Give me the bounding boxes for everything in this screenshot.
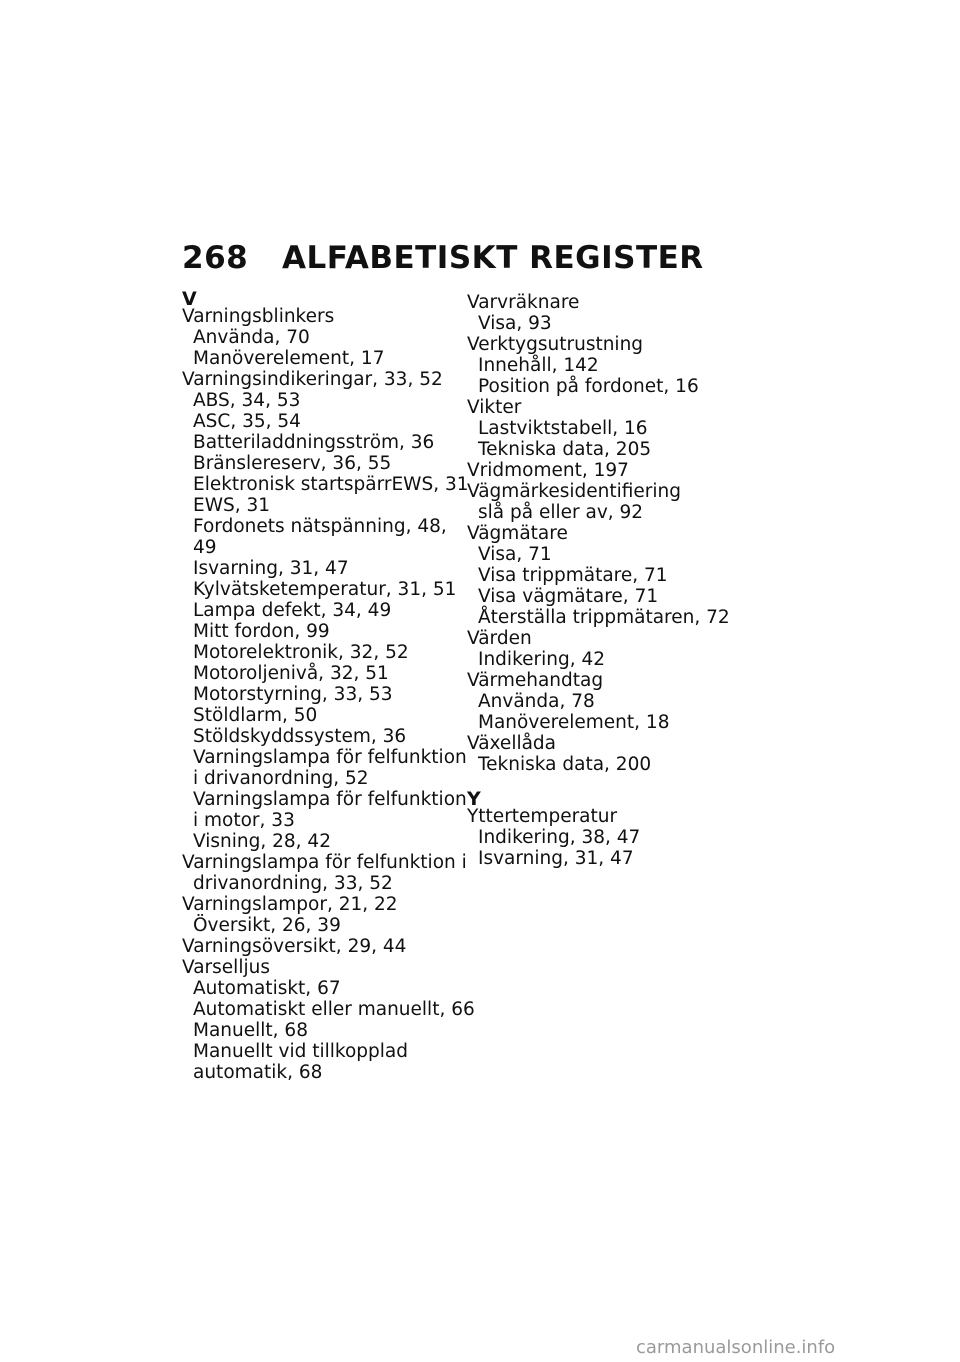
index-entry: Varningslampa för felfunktion i <box>182 852 467 873</box>
index-entry: Värden <box>467 628 532 649</box>
watermark: carmanualsonline.info <box>636 1337 836 1358</box>
index-subentry: Position på fordonet, 16 <box>478 376 699 397</box>
index-subentry: Visa trippmätare, 71 <box>478 565 668 586</box>
index-subentry: i motor, 33 <box>193 810 295 831</box>
index-subentry: Återställa trippmätaren, 72 <box>478 607 730 628</box>
index-subentry: Motorstyrning, 33, 53 <box>193 684 393 705</box>
index-subentry: Elektronisk startspärrEWS, 31 <box>193 474 469 495</box>
index-subentry: Indikering, 38, 47 <box>478 827 641 848</box>
index-subentry: Visa vägmätare, 71 <box>478 586 659 607</box>
index-subentry: i drivanordning, 52 <box>193 768 369 789</box>
index-subentry: Manuellt, 68 <box>193 1020 308 1041</box>
index-entry: Varningsblinkers <box>182 306 335 327</box>
index-entry: Varselljus <box>182 957 270 978</box>
page-title: ALFABETISKT REGISTER <box>282 240 704 276</box>
index-entry: Varningsindikeringar, 33, 52 <box>182 369 443 390</box>
index-subentry: Automatiskt, 67 <box>193 978 341 999</box>
index-subentry: Översikt, 26, 39 <box>193 915 341 936</box>
index-subentry: Varningslampa för felfunktion <box>193 789 467 810</box>
index-subentry: Stöldlarm, 50 <box>193 705 318 726</box>
index-subentry: Bränslereserv, 36, 55 <box>193 453 392 474</box>
index-entry: Varvräknare <box>467 292 580 313</box>
index-subentry: EWS, 31 <box>193 495 271 516</box>
index-subentry: automatik, 68 <box>193 1062 323 1083</box>
index-subentry: drivanordning, 33, 52 <box>193 873 393 894</box>
index-subentry: 49 <box>193 537 217 558</box>
index-subentry: Lastviktstabell, 16 <box>478 418 648 439</box>
index-subentry: Isvarning, 31, 47 <box>193 558 349 579</box>
index-subentry: ABS, 34, 53 <box>193 390 301 411</box>
index-entry: Vägmärkesidentifiering <box>467 481 681 502</box>
index-subentry: Automatiskt eller manuellt, 66 <box>193 999 475 1020</box>
index-entry: Vikter <box>467 397 522 418</box>
index-entry: Yttertemperatur <box>467 806 618 827</box>
index-subentry: Batteriladdningsström, 36 <box>193 432 435 453</box>
index-entry: Värmehandtag <box>467 670 604 691</box>
index-entry: Vägmätare <box>467 523 568 544</box>
index-subentry: Stöldskyddssystem, 36 <box>193 726 407 747</box>
index-subentry: Lampa defekt, 34, 49 <box>193 600 392 621</box>
index-column-left <box>182 288 475 1083</box>
index-entry: Verktygsutrustning <box>467 334 644 355</box>
index-subentry: Manöverelement, 18 <box>478 712 670 733</box>
index-subentry: Visning, 28, 42 <box>193 831 331 852</box>
index-subentry: Motorelektronik, 32, 52 <box>193 642 409 663</box>
index-subentry: Visa, 93 <box>478 313 552 334</box>
index-letter-heading: Y <box>467 788 481 810</box>
index-subentry: ASC, 35, 54 <box>193 411 301 432</box>
index-subentry: Tekniska data, 205 <box>478 439 652 460</box>
index-subentry: Varningslampa för felfunktion <box>193 747 467 768</box>
index-subentry: Mitt fordon, 99 <box>193 621 330 642</box>
index-entry: Växellåda <box>467 733 557 754</box>
index-subentry: Kylvätsketemperatur, 31, 51 <box>193 579 457 600</box>
page-header <box>182 240 704 276</box>
index-subentry: Isvarning, 31, 47 <box>478 848 634 869</box>
index-subentry: slå på eller av, 92 <box>478 502 644 523</box>
index-entry: Vridmoment, 197 <box>467 460 629 481</box>
index-subentry: Använda, 70 <box>193 327 310 348</box>
page-number: 268 <box>182 240 249 276</box>
index-subentry: Tekniska data, 200 <box>478 754 652 775</box>
index-subentry: Innehåll, 142 <box>478 355 599 376</box>
index-subentry: Visa, 71 <box>478 544 552 565</box>
index-subentry: Indikering, 42 <box>478 649 606 670</box>
index-column-right <box>467 292 730 869</box>
index-subentry: Manöverelement, 17 <box>193 348 385 369</box>
index-subentry: Motoroljenivå, 32, 51 <box>193 663 389 684</box>
index-letter-heading: V <box>182 288 197 310</box>
index-entry: Varningslampor, 21, 22 <box>182 894 398 915</box>
index-subentry: Manuellt vid tillkopplad <box>193 1041 409 1062</box>
index-subentry: Använda, 78 <box>478 691 595 712</box>
index-entry: Varningsöversikt, 29, 44 <box>182 936 407 957</box>
index-subentry: Fordonets nätspänning, 48, <box>193 516 447 537</box>
